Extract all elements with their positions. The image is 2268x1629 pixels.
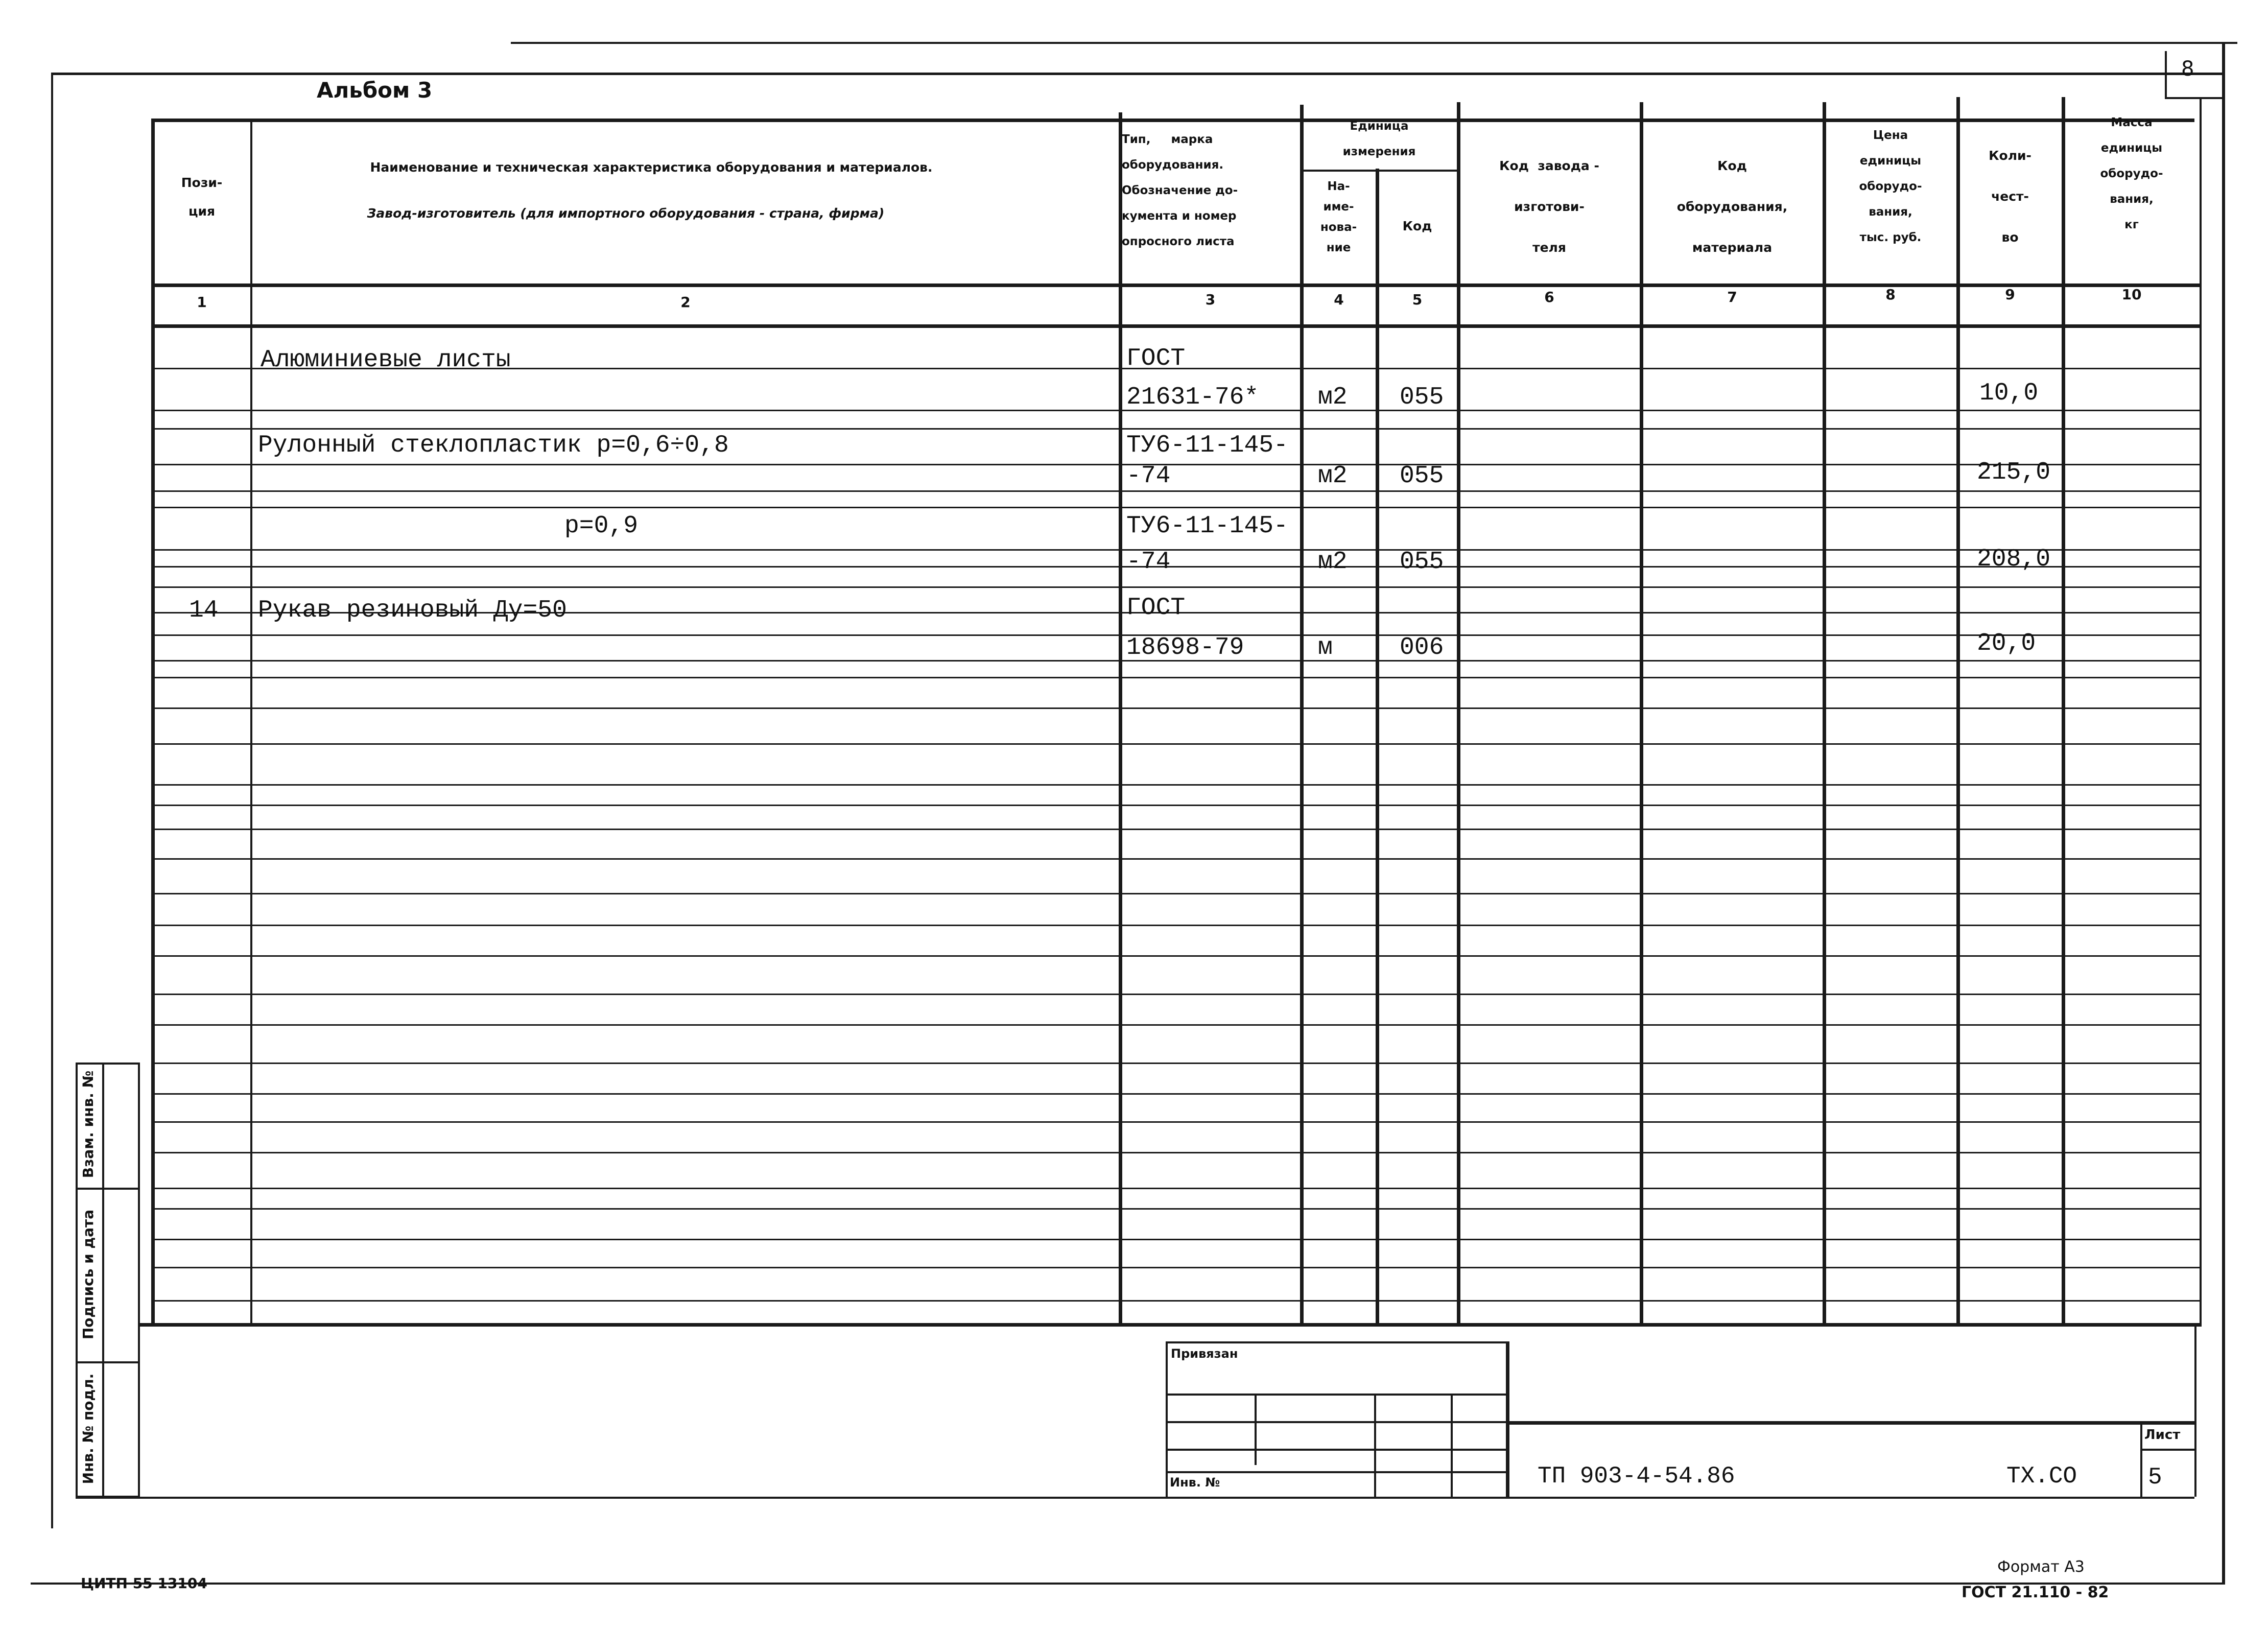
colnum-9: 9 bbox=[2005, 286, 2015, 303]
row-rule bbox=[151, 1267, 2201, 1268]
row-6-code: 055 bbox=[1400, 548, 1444, 576]
row-rule bbox=[151, 490, 2201, 492]
row-8-qty: 20,0 bbox=[1977, 630, 2036, 657]
row-7-name: Рукав резиновый Ду=50 bbox=[258, 597, 567, 624]
outer-frame-right bbox=[2222, 42, 2225, 1585]
album-label: Альбом 3 bbox=[317, 78, 433, 103]
row-rule bbox=[151, 1208, 2201, 1210]
header-unit-group: Единица измерения bbox=[1342, 120, 1416, 158]
privyazan-left bbox=[1166, 1341, 1168, 1497]
sheet-value: 5 bbox=[2148, 1464, 2162, 1491]
row-rule bbox=[151, 428, 2201, 430]
sheet-box-left bbox=[2140, 1421, 2142, 1497]
header-manufacturer: Код завода - изготови- теля bbox=[1499, 158, 1599, 255]
row-rule bbox=[151, 955, 2201, 957]
header-quantity: Коли- чест- во bbox=[1989, 148, 2031, 245]
row-rule bbox=[151, 549, 2201, 551]
side-stamp-mid bbox=[102, 1063, 104, 1497]
header-mass: Масса единицы оборудо- вания, кг bbox=[2100, 116, 2163, 231]
row-4-code: 055 bbox=[1400, 462, 1444, 490]
unit-subheader-line bbox=[1300, 170, 1457, 172]
row-7-type: ГОСТ bbox=[1126, 594, 1186, 622]
colnum-10: 10 bbox=[2121, 286, 2142, 303]
footer-format: Формат А3 bbox=[1997, 1558, 2085, 1576]
row-rule bbox=[151, 1300, 2201, 1302]
row-rule bbox=[151, 1093, 2201, 1095]
corner-box-left bbox=[2165, 51, 2167, 98]
side-stamp-podpis: Подпись и дата bbox=[80, 1209, 97, 1340]
privyazan-col2 bbox=[1374, 1394, 1376, 1497]
colnum-7: 7 bbox=[1727, 289, 1737, 305]
privyazan-right bbox=[1506, 1341, 1509, 1497]
corner-box-bottom bbox=[2165, 97, 2222, 99]
row-3-type: ТУ6-11-145- bbox=[1126, 432, 1288, 459]
privyazan-line4 bbox=[1166, 1471, 1508, 1473]
col-line-10 bbox=[2200, 97, 2202, 1324]
row-8-unit: м bbox=[1318, 634, 1333, 662]
col-line-3 bbox=[1300, 105, 1304, 1324]
header-position: Пози- ция bbox=[181, 175, 223, 219]
row-5-type: ТУ6-11-145- bbox=[1126, 512, 1288, 540]
row-rule bbox=[151, 1024, 2201, 1026]
row-rule bbox=[151, 1239, 2201, 1240]
row-4-qty: 215,0 bbox=[1977, 459, 2051, 486]
row-5-name: р=0,9 bbox=[564, 512, 639, 540]
header-price: Цена единицы оборудо- вания, тыс. руб. bbox=[1859, 129, 1922, 244]
row-6-unit: м2 bbox=[1318, 548, 1348, 576]
privyazan-label: Привязан bbox=[1171, 1347, 1238, 1361]
doc-number: ТП 903-4-54.86 bbox=[1538, 1463, 1735, 1490]
colnum-6: 6 bbox=[1544, 289, 1554, 305]
row-rule bbox=[151, 805, 2201, 806]
row-4-unit: м2 bbox=[1318, 462, 1348, 490]
inv-no-label: Инв. № bbox=[1170, 1475, 1220, 1490]
side-stamp-left bbox=[76, 1063, 78, 1497]
row-2-qty: 10,0 bbox=[1979, 380, 2039, 407]
side-stamp-inv: Инв. № подл. bbox=[80, 1373, 97, 1484]
row-rule bbox=[151, 677, 2201, 678]
row-2-unit: м2 bbox=[1318, 384, 1348, 411]
header-equipment-code: Код оборудования, материала bbox=[1676, 158, 1788, 255]
colnum-8: 8 bbox=[1885, 286, 1896, 303]
header-unit-name: На- име- нова- ние bbox=[1320, 180, 1357, 254]
title-block-right bbox=[2194, 1323, 2196, 1497]
header-type: Тип, марка оборудования. Обозначение до- кумента и номер опросного листа bbox=[1122, 133, 1238, 248]
corner-sheet-number: 8 bbox=[2181, 57, 2194, 81]
row-rule bbox=[151, 566, 2201, 568]
row-rule bbox=[151, 1121, 2201, 1123]
sheet-label: Лист bbox=[2144, 1427, 2181, 1443]
colnum-1: 1 bbox=[197, 294, 207, 311]
privyazan-line3 bbox=[1166, 1449, 1508, 1451]
row-6-qty: 208,0 bbox=[1977, 546, 2051, 573]
privyazan-line2 bbox=[1166, 1421, 1508, 1423]
top-edge-line bbox=[511, 42, 2237, 44]
doc-strip-top bbox=[1508, 1421, 2194, 1425]
side-stamp-vzam: Взам. инв. № bbox=[80, 1070, 97, 1178]
row-rule bbox=[151, 925, 2201, 926]
colnum-4: 4 bbox=[1334, 291, 1344, 308]
colnum-5: 5 bbox=[1412, 291, 1423, 308]
row-rule bbox=[151, 1063, 2201, 1064]
header-name-line2: Завод-изготовитель (для импортного оборудования - страна, фирма) bbox=[367, 206, 885, 221]
footer-left-code: ЦИТП 55 13104 bbox=[81, 1575, 207, 1592]
row-rule bbox=[151, 829, 2201, 830]
privyazan-line1 bbox=[1166, 1394, 1508, 1396]
row-rule bbox=[151, 1152, 2201, 1153]
privyazan-col1 bbox=[1255, 1394, 1257, 1465]
row-2-code: 055 bbox=[1400, 384, 1444, 411]
row-2-type: 21631-76* bbox=[1126, 384, 1259, 411]
col-line-6 bbox=[1640, 102, 1643, 1324]
row-rule bbox=[151, 784, 2201, 786]
sheet-box-mid bbox=[2140, 1449, 2194, 1451]
row-1-name: Алюминиевые листы bbox=[261, 346, 511, 374]
row-3-name: Рулонный стеклопластик р=0,6÷0,8 bbox=[258, 432, 729, 459]
row-rule bbox=[151, 507, 2201, 508]
privyazan-top bbox=[1166, 1341, 1508, 1343]
footer-gost: ГОСТ 21.110 - 82 bbox=[1962, 1584, 2109, 1601]
numbers-bottom-border bbox=[152, 324, 2202, 328]
col-line-7 bbox=[1823, 102, 1826, 1324]
row-7-pos: 14 bbox=[189, 597, 219, 624]
row-rule bbox=[151, 858, 2201, 860]
title-block-bottom bbox=[76, 1497, 2194, 1499]
col-line-5 bbox=[1457, 102, 1460, 1324]
outer-frame-bottom bbox=[31, 1583, 2222, 1585]
table-top-border bbox=[152, 119, 2194, 122]
row-rule bbox=[151, 743, 2201, 745]
table-bottom-border bbox=[138, 1323, 2202, 1327]
doc-code: ТХ.СО bbox=[2006, 1463, 2077, 1490]
outer-frame-left bbox=[51, 73, 53, 1528]
row-rule bbox=[151, 464, 2201, 465]
outer-frame-top bbox=[51, 73, 2222, 75]
row-8-code: 006 bbox=[1400, 634, 1444, 662]
col-line-4 bbox=[1376, 169, 1379, 1324]
col-line-8 bbox=[1956, 97, 1960, 1324]
row-6-type: -74 bbox=[1126, 548, 1171, 576]
row-rule bbox=[151, 994, 2201, 995]
colnum-2: 2 bbox=[680, 294, 691, 311]
row-rule bbox=[151, 893, 2201, 894]
header-name-line1: Наименование и техническая характеристика оборудования и материалов. bbox=[370, 160, 933, 175]
row-4-type: -74 bbox=[1126, 462, 1171, 490]
row-rule bbox=[151, 1188, 2201, 1189]
row-1-type: ГОСТ bbox=[1126, 345, 1186, 372]
row-rule bbox=[151, 586, 2201, 588]
row-8-type: 18698-79 bbox=[1126, 634, 1244, 662]
side-stamp-right bbox=[138, 1063, 140, 1497]
colnum-3: 3 bbox=[1205, 291, 1216, 308]
col-line-9 bbox=[2062, 97, 2065, 1324]
header-unit-code: Код bbox=[1402, 219, 1432, 233]
row-rule bbox=[151, 707, 2201, 709]
privyazan-col3 bbox=[1451, 1394, 1453, 1497]
